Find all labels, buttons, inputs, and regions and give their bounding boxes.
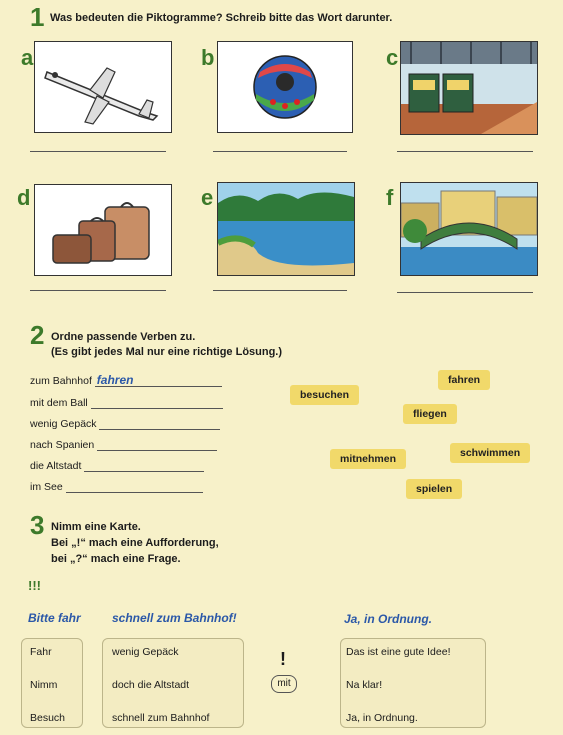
reply-card[interactable]: Ja, in Ordnung. bbox=[346, 712, 418, 724]
answer-line-c bbox=[397, 151, 533, 152]
verb-tag-fahren[interactable]: fahren bbox=[438, 370, 490, 390]
exercise-1-number: 1 bbox=[30, 2, 45, 32]
exercise-3-instruction-3: bei „?“ mach eine Frage. bbox=[51, 553, 181, 565]
reply-card[interactable]: Na klar! bbox=[346, 679, 383, 691]
answer-line-f bbox=[397, 292, 533, 293]
exclamation-sign: ! bbox=[280, 649, 286, 669]
example-reply: Ja, in Ordnung. bbox=[344, 612, 433, 626]
phrase-row bbox=[30, 397, 223, 409]
phrase-text: nach Spanien bbox=[30, 439, 95, 451]
answer-line-d bbox=[30, 290, 166, 291]
letter-c: c bbox=[386, 45, 399, 70]
phrase-row bbox=[30, 481, 203, 493]
phrase-row bbox=[30, 418, 220, 430]
answer-blank[interactable] bbox=[84, 471, 204, 472]
letter-e: e bbox=[201, 185, 214, 210]
verb-tag-mitnehmen[interactable]: mitnehmen bbox=[330, 449, 406, 469]
exercise-2-number: 2 bbox=[30, 320, 45, 350]
train-station-picture bbox=[400, 41, 538, 135]
answer-line-a bbox=[30, 151, 166, 152]
exclamation-marker: !!! bbox=[28, 578, 41, 593]
object-card[interactable]: doch die Altstadt bbox=[112, 679, 190, 691]
exercise-1-instruction: Was bedeuten die Piktogramme? Schreib bitte das Wort darunter. bbox=[50, 12, 393, 24]
letter-a: a bbox=[21, 45, 34, 70]
exercise-3-number: 3 bbox=[30, 510, 45, 540]
answer-blank[interactable] bbox=[97, 450, 217, 451]
answer-blank[interactable] bbox=[91, 408, 223, 409]
letter-d: d bbox=[17, 185, 31, 210]
exercise-2-instruction-1: Ordne passende Verben zu. bbox=[51, 331, 196, 343]
phrase-row bbox=[30, 375, 222, 387]
letter-b: b bbox=[201, 45, 215, 70]
ball-picture bbox=[217, 41, 353, 133]
airplane-picture bbox=[34, 41, 172, 133]
object-card[interactable]: schnell zum Bahnhof bbox=[112, 712, 210, 724]
phrase-text: zum Bahnhof bbox=[30, 375, 92, 387]
example-verb: Bitte fahr bbox=[28, 611, 81, 625]
example-answer: fahren bbox=[96, 373, 134, 387]
mit-badge: mit bbox=[271, 675, 297, 693]
verb-card[interactable]: Nimm bbox=[30, 679, 58, 691]
bridge-picture bbox=[400, 182, 538, 276]
letter-f: f bbox=[386, 185, 394, 210]
answer-line-e bbox=[213, 290, 347, 291]
phrase-text: wenig Gepäck bbox=[30, 418, 97, 430]
phrase-text: mit dem Ball bbox=[30, 397, 88, 409]
verb-card[interactable]: Besuch bbox=[30, 712, 66, 724]
verb-tag-spielen[interactable]: spielen bbox=[406, 479, 462, 499]
phrase-row bbox=[30, 460, 204, 472]
object-card[interactable]: wenig Gepäck bbox=[112, 646, 179, 658]
example-object: schnell zum Bahnhof! bbox=[112, 611, 237, 625]
verb-tag-fliegen[interactable]: fliegen bbox=[403, 404, 457, 424]
answer-blank[interactable] bbox=[99, 429, 220, 430]
exercise-3-instruction-1: Nimm eine Karte. bbox=[51, 521, 141, 533]
luggage-picture bbox=[34, 184, 172, 276]
exercise-3-instruction-2: Bei „!“ mach eine Aufforderung, bbox=[51, 537, 219, 549]
answer-blank[interactable] bbox=[66, 492, 203, 493]
answer-blank[interactable] bbox=[95, 373, 222, 387]
phrase-row bbox=[30, 439, 217, 451]
lake-picture bbox=[217, 182, 355, 276]
verb-tag-schwimmen[interactable]: schwimmen bbox=[450, 443, 530, 463]
exercise-2-instruction-2: (Es gibt jedes Mal nur eine richtige Lösung.) bbox=[51, 346, 283, 358]
phrase-text: im See bbox=[30, 481, 63, 493]
answer-line-b bbox=[213, 151, 347, 152]
reply-card[interactable]: Das ist eine gute Idee! bbox=[346, 646, 451, 658]
verb-card[interactable]: Fahr bbox=[30, 646, 52, 658]
phrase-text: die Altstadt bbox=[30, 460, 82, 472]
verb-tag-besuchen[interactable]: besuchen bbox=[290, 385, 359, 405]
